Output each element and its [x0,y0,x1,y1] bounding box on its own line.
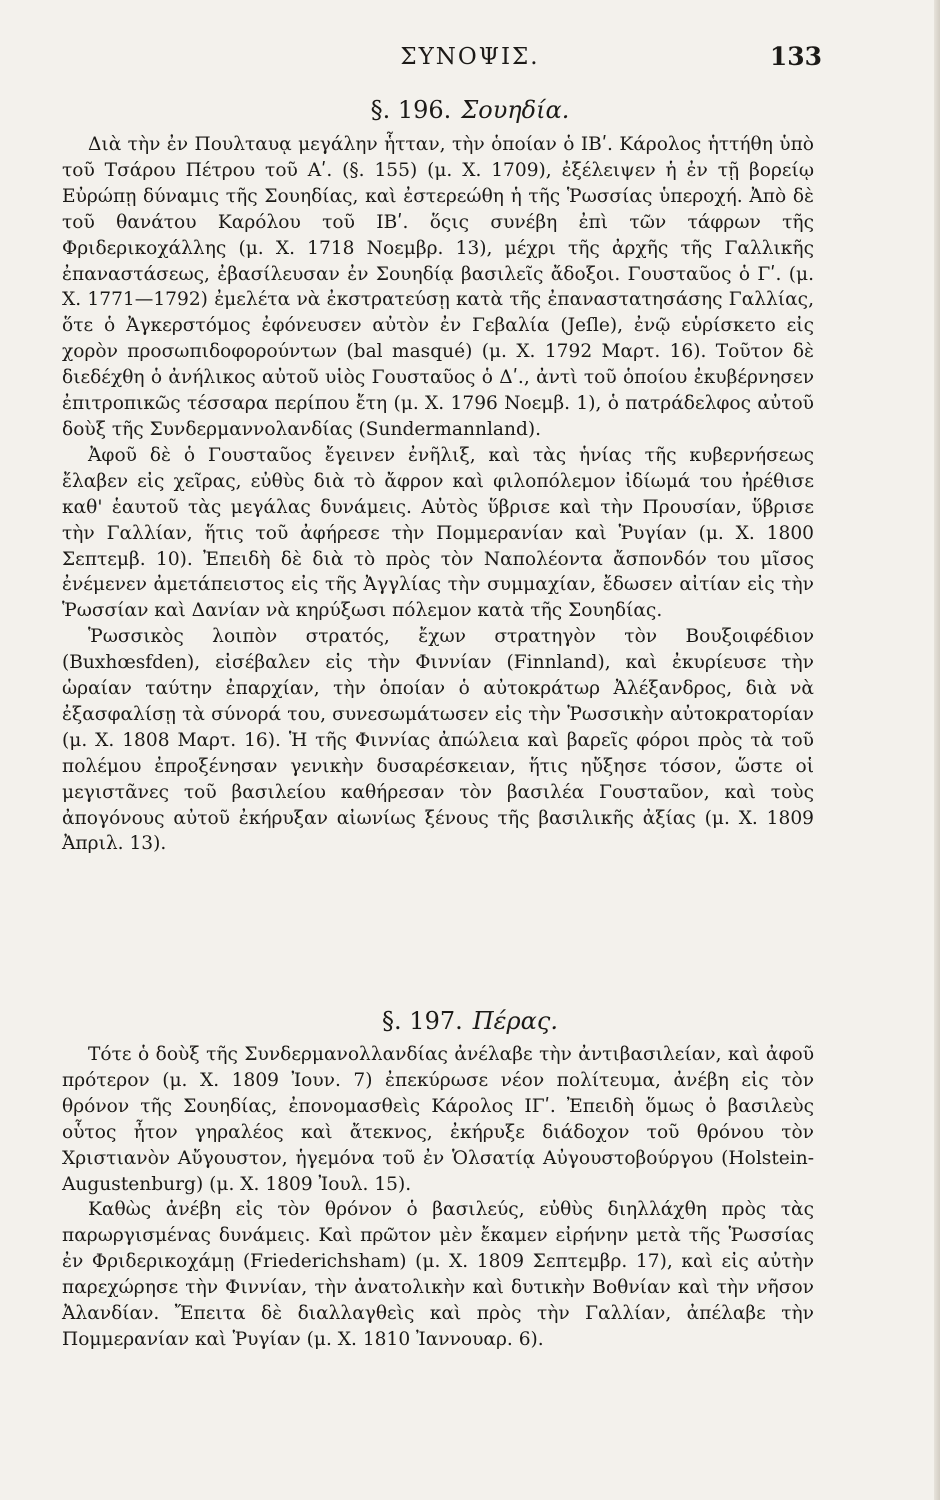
section-196-title: Σουηδία. [461,96,570,124]
section-197-heading [0,1007,940,1035]
section-197-body [62,1042,814,1353]
section-197-title: Πέρας. [472,1007,558,1035]
section-196-heading [0,96,940,124]
section-197-number: §. 197. [382,1007,463,1035]
section-196-paragraph-3: Ῥωσσικὸς λοιπὸν στρατός, ἔχων στρατηγὸν τὸν Βουξοιφέδιον (Buxhœsfden), εἰσέβαλεν εἰς τὴν Φιννίαν (Finnland), καὶ ἐκυρίευσε τὴν ὡραίαν ταύτην ἐπαρχίαν, τὴν ὁποίαν ὁ αὐτοκράτωρ Ἀλέξανδρος, διὰ νὰ ἐξασφαλίσῃ τὰ σύνορά του, συνεσωμάτωσεν εἰς τὴν Ῥωσσικὴν αὐτοκρατορίαν (μ. Χ. 1808 Μαρτ. 16). Ἡ τῆς Φιννίας ἀπώλεια καὶ βαρεῖς φόροι πρὸς τὰ τοῦ πολέμου ἐπροξένησαν γενικὴν δυσαρέσκειαν, ἥτις ηὔξησε τόσον, ὥστε οἱ μεγιστᾶνες τοῦ βασιλείου καθήρεσαν τὸν βασιλέα Γουσταῦον, καὶ τοὺς ἀπογόνους αὐτοῦ ἐκήρυξαν αἰωνίως ξένους τῆς βασιλικῆς ἀξίας (μ. Χ. 1809 Ἀπριλ. 13). [62,626,814,855]
page-number: 133 [769,42,822,71]
section-196-number: §. 196. [370,96,452,124]
page-header [0,36,940,76]
section-196-paragraph-1: Διὰ τὴν ἐν Πουλταυᾳ μεγάλην ἧτταν, τὴν ὁποίαν ὁ ΙΒʹ. Κάρολος ἡττήθη ὑπὸ τοῦ Τσάρου Πέτρου τοῦ Αʹ. (§. 155) (μ. Χ. 1709), ἐξέλειψεν ἡ ἐν τῇ βορείῳ Εὐρώπῃ δύναμις τῆς Σουηδίας, καὶ ἐστερεώθη ἡ τῆς Ῥωσσίας ὑπεροχή. Ἀπὸ δὲ τοῦ θανάτου Καρόλου τοῦ ΙΒʹ. ὅςις συνέβη ἐπὶ τῶν τάφρων τῆς Φριδερικοχάλλης (μ. Χ. 1718 Νοεμβρ. 13), μέχρι τῆς ἀρχῆς τῆς Γαλλικῆς ἐπαναστάσεως, ἐβασίλευσαν ἐν Σουηδίᾳ βασιλεῖς ἄδοξοι. Γουσταῦος ὁ Γʹ. (μ. Χ. 1771—1792) ἐμελέτα νὰ ἐκστρατεύσῃ κατὰ τῆς ἐπαναστατησάσης Γαλλίας, ὅτε ὁ Ἀγκερστόμος ἐφόνευσεν αὐτὸν ἐν Γεβαλία (Jeſle), ἐνῷ εὑρίσκετο εἰς χορὸν προσωπιδοφορούντων (bal masqué) (μ. Χ. 1792 Μαρτ. 16). Τοῦτον δὲ διεδέχθη ὁ ἀνήλικος αὐτοῦ υἱὸς Γουσταῦος ὁ Δʹ., ἀντὶ τοῦ ὁποίου ἐκυβέρνησεν ἐπιτροπικῶς τέσσαρα περίπου ἔτη (μ. Χ. 1796 Νοεμβ. 1), ὁ πατράδελφος αὐτοῦ δοὺξ τῆς Συνδερμαννολανδίας (Sundermannland). [62,134,814,440]
running-head: ΣΥΝΟΨΙΣ. [400,44,540,70]
page-edge-shadow [934,0,940,1500]
section-196-paragraph-2: Ἀφοῦ δὲ ὁ Γουσταῦος ἔγεινεν ἐνῆλιξ, καὶ τὰς ἡνίας τῆς κυβερνήσεως ἔλαβεν εἰς χεῖρας, εὐθὺς διὰ τὸ ἄφρον καὶ φιλοπόλεμον ἰδίωμά του ἠρέθισε καθ' ἑαυτοῦ τὰς μεγάλας δυνάμεις. Αὐτὸς ὕβρισε καὶ τὴν Προυσίαν, ὕβρισε τὴν Γαλλίαν, ἥτις τοῦ ἀφήρεσε τὴν Πομμερανίαν καὶ Ῥυγίαν (μ. Χ. 1800 Σεπτεμβ. 10). Ἐπειδὴ δὲ διὰ τὸ πρὸς τὸν Ναπολέοντα ἄσπονδόν του μῖσος ἐνέμενεν ἀμετάπειστος εἰς τῆς Ἀγγλίας τὴν συμμαχίαν, ἔδωσεν αἰτίαν εἰς τὴν Ῥωσσίαν καὶ Δανίαν νὰ κηρύξωσι πόλεμον κατὰ τῆς Σουηδίας. [62,444,814,622]
section-197-paragraph-1: Τότε ὁ δοὺξ τῆς Συνδερμανολλανδίας ἀνέλαβε τὴν ἀντιβασιλείαν, καὶ ἀφοῦ πρότερον (μ. Χ. 1809 Ἰουν. 7) ἐπεκύρωσε νέον πολίτευμα, ἀνέβη εἰς τὸν θρόνον τῆς Σουηδίας, ἐπονομασθεὶς Κάρολος ΙΓʹ. Ἐπειδὴ ὅμως ὁ βασιλεὺς οὗτος ἦτον γηραλέος καὶ ἄτεκνος, ἐκήρυξε διάδοχον τοῦ θρόνου τὸν Χριστιανὸν Αὔγουστον, ἡγεμόνα τοῦ ἐν Ὁλσατίᾳ Αὐγουστοβούργου (Holstein-Augustenburg) (μ. Χ. 1809 Ἰουλ. 15). [62,1044,814,1195]
section-197-paragraph-2: Καθὼς ἀνέβη εἰς τὸν θρόνον ὁ βασιλεύς, εὐθὺς διηλλάχθη πρὸς τὰς παρωργισμένας δυνάμεις. Καὶ πρῶτον μὲν ἔκαμεν εἰρήνην μετὰ τῆς Ῥωσσίας ἐν Φριδερικοχάμῃ (Friederichsham) (μ. Χ. 1809 Σεπτεμβρ. 17), καὶ εἰς αὐτὴν παρεχώρησε τὴν Φιννίαν, τὴν ἀνατολικὴν καὶ δυτικὴν Βοθνίαν καὶ τὴν νῆσον Ἀλανδίαν. Ἔπειτα δὲ διαλλαγθεὶς καὶ πρὸς τὴν Γαλλίαν, ἀπέλαβε τὴν Πομμερανίαν καὶ Ῥυγίαν (μ. Χ. 1810 Ἰαννουαρ. 6). [62,1199,814,1350]
section-196-body [62,132,814,857]
